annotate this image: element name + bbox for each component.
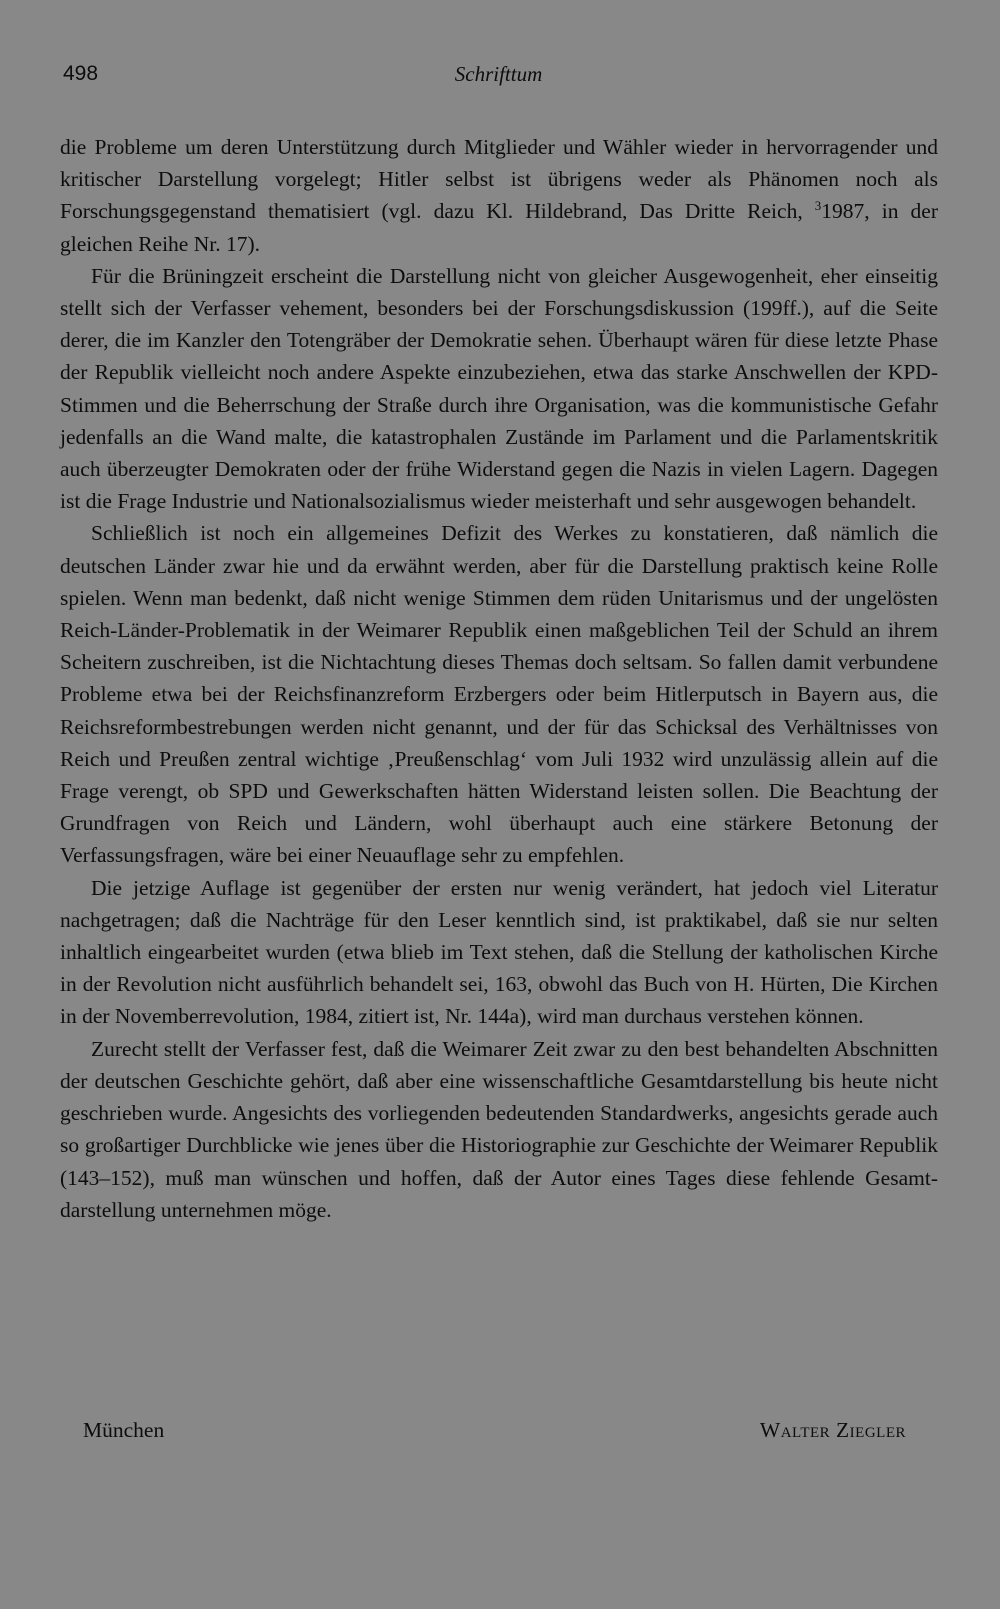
- body-text: [60, 131, 938, 1226]
- paragraph-1-text-b: 1987, in der gleichen Reihe Nr. 17).: [60, 199, 938, 256]
- signature-place: München: [83, 1418, 165, 1442]
- paragraph-4: Die jetzige Auflage ist gegenüber der ersten nur wenig verändert, hat jedoch viel Literatur nachgetragen; daß die Nachträge für den Leser kenntlich sind, ist praktikabel, daß sie nur selten inhaltlich eingearbeitet wurden (etwa blieb im Text stehen, daß die Stellung der katholischen Kirche in der Revolution nicht ausführlich behandelt sei, 163, obwohl das Buch von H. Hürten, Die Kirchen in der Novemberrevolution, 1984, zitiert ist, Nr. 144a), wird man durchaus verstehen können.: [60, 875, 938, 1029]
- edition-superscript: 3: [814, 198, 822, 214]
- paragraph-1-text-a: die Probleme um deren Unterstützung durch Mitglieder und Wähler wieder in hervorragender und kritischer Darstellung vorgelegt; Hitler selbst ist übrigens weder als Phänomen noch als Forschungsgegenstand thematisiert (vgl. dazu Kl. Hildebrand, Das Dritte Reich,: [60, 135, 938, 224]
- page-number: 498: [63, 62, 99, 85]
- paragraph-2: Für die Brüningzeit erscheint die Darstellung nicht von gleicher Ausgewogenheit, eher einseitig stellt sich der Verfasser vehement, besonders bei der Forschungsdiskussion (199ff.), auf die Seite derer, die im Kanzler den Totengräber der Demokratie sehen. Überhaupt wären für diese letzte Phase der Republik vielleicht noch andere Aspekte einzubeziehen, etwa das starke Anschwellen der KPD-Stimmen und die Beherrschung der Straße durch ihre Organisation, was die kommunistische Gefahr jedenfalls an die Wand malte, die katastrophalen Zustände im Parlament und die Parlamentskritik auch überzeugter Demokraten oder der frühe Widerstand gegen die Nazis in vielen Lagern. Dagegen ist die Frage Industrie und Nationalsozialismus wieder meisterhaft und sehr ausgewogen behandelt.: [60, 263, 938, 514]
- paragraph-3: Schließlich ist noch ein allgemeines Defizit des Werkes zu konstatieren, daß nämlich die deutschen Länder zwar hie und da erwähnt werden, aber für die Darstellung praktisch keine Rolle spielen. Wenn man bedenkt, daß nicht wenige Stimmen dem rüden Unitarismus und der ungelösten Reich-Länder-Problematik in der Weimarer Republik einen maßgeblichen Teil der Schuld an ihrem Scheitern zuschreiben, ist die Nichtachtung dieses Themas doch seltsam. So fallen damit verbundene Probleme etwa bei der Reichsfinanzreform Erzbergers oder beim Hitlerputsch in Bayern aus, die Reichsreformbestrebungen werden nicht genannt, und der für das Schicksal des Verhältnisses von Reich und Preußen zentral wichtige ‚Preußenschlag‘ vom Juli 1932 wird unzulässig allein auf die Frage verengt, ob SPD und Gewerkschaften hätten Widerstand leisten sollen. Die Beachtung der Grundfragen von Reich und Ländern, wohl überhaupt auch eine stärkere Betonung der Verfassungsfragen, wäre bei einer Neuauflage sehr zu empfehlen.: [60, 521, 938, 868]
- paragraph-1: [60, 131, 938, 260]
- paragraph-5: Zurecht stellt der Verfasser fest, daß die Weimarer Zeit zwar zu den best behandelten Abschnitten der deutschen Geschichte gehört, daß aber eine wissenschaftliche Gesamtdarstellung bis heute nicht geschrieben wurde. Angesichts des vorliegenden bedeutenden Standardwerks, angesichts gerade auch so großartiger Durchblicke wie jenes über die Historiographie zur Geschichte der Weimarer Republik (143–152), muß man wünschen und hoffen, daß der Autor eines Tages diese fehlende Gesamtdarstellung unternehmen möge.: [60, 1036, 938, 1222]
- signature: [83, 1418, 906, 1452]
- running-head: Schrifttum: [454, 62, 543, 86]
- signature-author: Walter Ziegler: [759, 1418, 906, 1442]
- page-header: [63, 62, 934, 92]
